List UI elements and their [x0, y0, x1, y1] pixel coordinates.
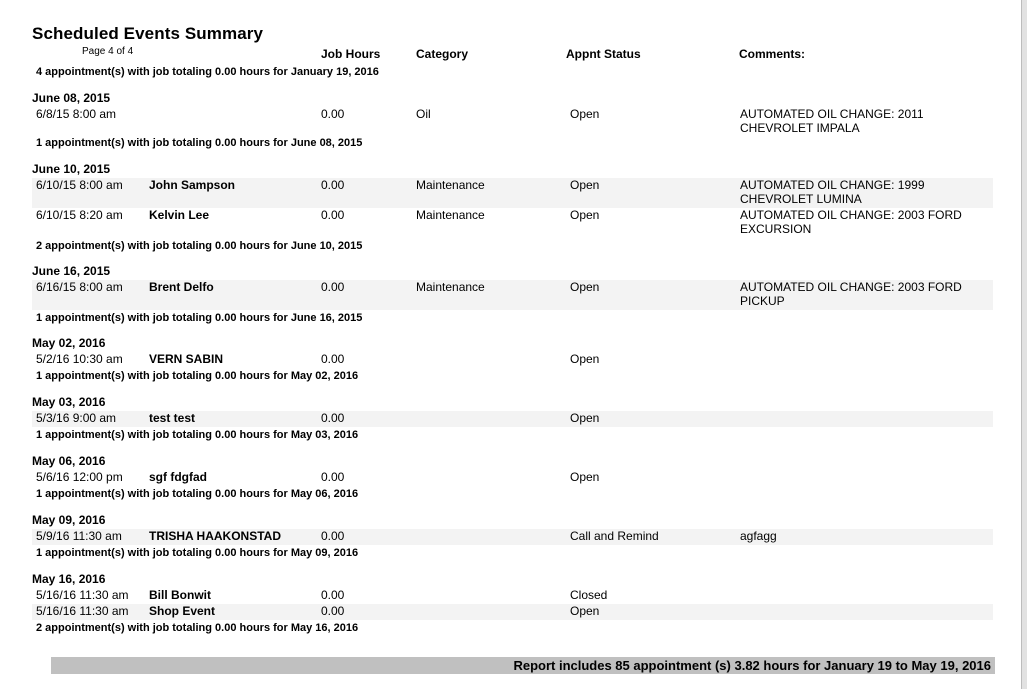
appointment-status: Open: [570, 604, 600, 618]
comment: AUTOMATED OIL CHANGE: 2011 CHEVROLET IMPALA: [740, 107, 924, 135]
table-row: [32, 208, 993, 238]
job-hours: 0.00: [321, 107, 345, 121]
appointment-status: Open: [570, 178, 600, 192]
job-hours: 0.00: [321, 352, 345, 366]
customer-name: sgf fdgfad: [149, 470, 207, 484]
date-group: [32, 394, 994, 443]
group-summary: 1 appointment(s) with job totaling 0.00 hours for May 09, 2016: [36, 547, 359, 559]
job-hours: 0.00: [321, 178, 345, 192]
date-group: [32, 161, 994, 254]
appointment-time: 6/10/15 8:00 am: [36, 178, 123, 192]
group-summary: 1 appointment(s) with job totaling 0.00 hours for June 16, 2015: [36, 312, 363, 324]
carryover-summary: 4 appointment(s) with job totaling 0.00 hours for January 19, 2016: [36, 66, 379, 78]
column-header-category: Category: [416, 47, 469, 61]
group-date: May 16, 2016: [32, 572, 106, 586]
group-summary: 1 appointment(s) with job totaling 0.00 hours for May 06, 2016: [36, 488, 359, 500]
customer-name: Bill Bonwit: [149, 588, 211, 602]
appointment-time: 5/6/16 12:00 pm: [36, 470, 123, 484]
appointment-status: Call and Remind: [570, 529, 659, 543]
appointment-time: 5/2/16 10:30 am: [36, 352, 123, 366]
appointment-status: Open: [570, 280, 600, 294]
group-date: May 09, 2016: [32, 513, 106, 527]
group-summary: 1 appointment(s) with job totaling 0.00 hours for June 08, 2015: [36, 137, 363, 149]
table-row: [32, 470, 993, 486]
appointment-time: 5/16/16 11:30 am: [36, 588, 129, 602]
category: Maintenance: [416, 280, 485, 294]
comment: AUTOMATED OIL CHANGE: 2003 FORD PICKUP: [740, 280, 962, 308]
category: Oil: [416, 107, 431, 121]
customer-name: test test: [149, 411, 196, 425]
appointment-time: 5/9/16 11:30 am: [36, 529, 122, 543]
table-row: [32, 529, 993, 545]
column-header-job-hours: Job Hours: [321, 47, 381, 61]
group-summary: 1 appointment(s) with job totaling 0.00 hours for May 03, 2016: [36, 429, 359, 441]
table-row: [32, 107, 993, 135]
column-header-status: Appnt Status: [566, 47, 641, 61]
appointment-time: 5/3/16 9:00 am: [36, 411, 117, 425]
customer-name: TRISHA HAAKONSTAD: [149, 529, 281, 543]
date-group: [32, 453, 994, 502]
appointment-status: Closed: [570, 588, 608, 602]
table-row: [32, 411, 993, 427]
category: Maintenance: [416, 178, 485, 192]
appointment-time: 6/10/15 8:20 am: [36, 208, 123, 222]
comment: agfagg: [740, 529, 777, 543]
appointment-time: 5/16/16 11:30 am: [36, 604, 129, 618]
date-group: [32, 512, 994, 561]
group-date: June 08, 2015: [32, 91, 111, 105]
appointment-status: Open: [570, 107, 600, 121]
job-hours: 0.00: [321, 588, 345, 602]
comment: AUTOMATED OIL CHANGE: 2003 FORD EXCURSION: [740, 208, 962, 236]
group-summary: 2 appointment(s) with job totaling 0.00 hours for May 16, 2016: [36, 622, 359, 634]
table-row: [32, 178, 993, 208]
job-hours: 0.00: [321, 208, 345, 222]
group-date: June 16, 2015: [32, 264, 111, 278]
table-row: [32, 280, 993, 310]
customer-name: Kelvin Lee: [149, 208, 210, 222]
appointment-status: Open: [570, 352, 600, 366]
customer-name: VERN SABIN: [149, 352, 224, 366]
customer-name: Brent Delfo: [149, 280, 214, 294]
column-header-comments: Comments:: [739, 47, 806, 61]
appointment-status: Open: [570, 208, 600, 222]
job-hours: 0.00: [321, 411, 345, 425]
appointment-status: Open: [570, 411, 600, 425]
job-hours: 0.00: [321, 604, 345, 618]
page-edge: [1021, 0, 1027, 689]
appointment-status: Open: [570, 470, 600, 484]
group-date: May 06, 2016: [32, 454, 106, 468]
job-hours: 0.00: [321, 529, 345, 543]
category: Maintenance: [416, 208, 485, 222]
group-date: May 02, 2016: [32, 336, 106, 350]
comment: AUTOMATED OIL CHANGE: 1999 CHEVROLET LUMINA: [740, 178, 925, 206]
customer-name: Shop Event: [149, 604, 216, 618]
date-group: [32, 90, 994, 151]
date-group: [32, 263, 994, 326]
report-total: Report includes 85 appointment (s) 3.82 hours for January 19 to May 19, 2016: [513, 658, 991, 673]
group-date: June 10, 2015: [32, 162, 111, 176]
table-row: [32, 588, 993, 604]
job-hours: 0.00: [321, 280, 345, 294]
group-summary: 1 appointment(s) with job totaling 0.00 hours for May 02, 2016: [36, 370, 359, 382]
report-title: Scheduled Events Summary: [32, 24, 264, 43]
page-number: Page 4 of 4: [82, 46, 134, 57]
job-hours: 0.00: [321, 470, 345, 484]
table-row: [32, 604, 993, 620]
date-group: [32, 571, 994, 636]
date-group: [32, 335, 994, 384]
table-row: [32, 352, 993, 368]
appointment-time: 6/8/15 8:00 am: [36, 107, 117, 121]
customer-name: John Sampson: [149, 178, 236, 192]
group-summary: 2 appointment(s) with job totaling 0.00 hours for June 10, 2015: [36, 240, 363, 252]
appointment-time: 6/16/15 8:00 am: [36, 280, 123, 294]
group-date: May 03, 2016: [32, 395, 106, 409]
report-footer: [51, 657, 995, 674]
